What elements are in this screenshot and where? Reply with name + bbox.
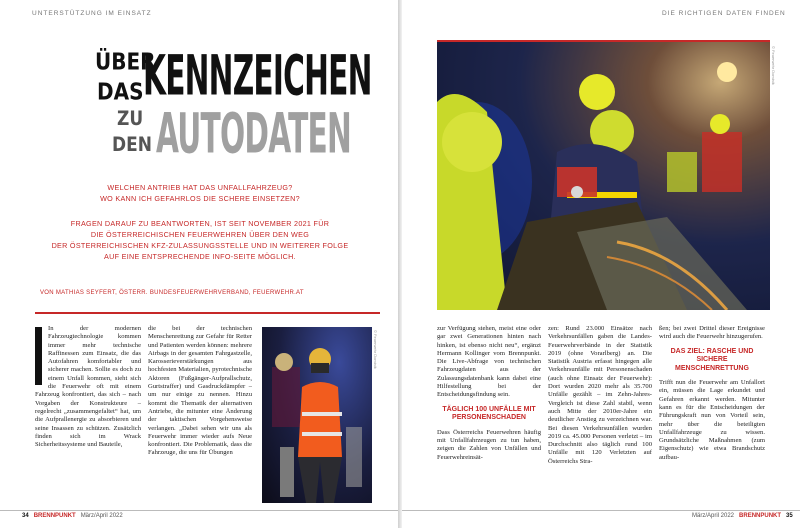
lead-question xyxy=(40,182,360,204)
photo-credit: © Feuerwehr Dominik xyxy=(373,330,378,369)
rescue-scene-illustration xyxy=(437,42,770,310)
divider-rule xyxy=(35,312,380,314)
magazine-name: BRENNPUNKT xyxy=(739,513,782,519)
footer-rule xyxy=(0,510,398,511)
body-text: zen: Rund 23.000 Einsätze nach Verkehrsunfällen gaben die Landes-Feuerwehrverbände in der Statistik 2019 (ohne Vorarlberg) an. Die Statistik Austria erfasst hingegen alle Verkehrsunfälle mit Personenschaden (auch ohne Einsatz der Feuerwehr): Dort wurden 2020 mehr als 35.700 Unfälle gezählt – im Zehn-Jahres-Vergleich ist diese Zahl stabil, wenn auch Mitte der 2010er-Jahre ein deutlicher Anstieg zu verzeichnen war. Bei diesen Verkehrsunfällen wurden 2019 ca. 45.000 Personen verletzt – im Durchschnitt also täglich rund 100 Unfälle mit 120 Verletzten auf Österreichs Stra- xyxy=(548,325,652,465)
lead-text-line: DIE ÖSTERREICHISCHEN FEUERWEHREN ÜBER DEN WEG xyxy=(90,230,310,239)
issue-date: März/April 2022 xyxy=(80,513,123,519)
lead-text-line: DER ÖSTERREICHISCHEN KFZ-ZULASSUNGSSTELLE UND IN WEITERER FOLGE xyxy=(51,241,349,250)
issue-date: März/April 2022 xyxy=(692,513,735,519)
footer xyxy=(692,513,793,519)
firefighter-photo xyxy=(262,327,372,503)
footer xyxy=(22,513,123,519)
section-label: DIE RICHTIGEN DATEN FINDEN xyxy=(662,10,786,17)
body-column-1 xyxy=(35,325,141,505)
body-text: Dass Österreichs Feuerwehren häufig mit Unfallfahrzeugen zu tun haben, zeigen die Zahlen von Unfällen und Feuerwehreinsät- xyxy=(437,428,541,461)
subheading: DAS ZIEL: RASCHE UND SICHERE MENSCHENRETTUNG xyxy=(670,347,754,372)
page-number: 34 xyxy=(22,513,29,519)
right-page xyxy=(402,0,800,528)
title-das: DAS xyxy=(97,77,144,106)
body-column-2 xyxy=(148,325,252,505)
page-number: 35 xyxy=(786,513,793,519)
left-page xyxy=(0,0,398,528)
title-kennzeichen: KENNZEICHEN xyxy=(143,43,372,108)
magazine-name: BRENNPUNKT xyxy=(33,513,76,519)
body-text: Trifft nun die Feuerwehr am Unfallort ein, müssen die Lage erkundet und Gefahren erkannt werden. Mitunter kann es für die Entscheidungen der Führungskraft nun von Vorteil sein, mehr über die beteiligten Unfallfahrzeuge zu wissen. Grundsätzliche Maßnahmen (zum Eigenschutz) wie etwa Brandschutz aufbau- xyxy=(659,379,765,461)
title-autodaten: AUTODATEN xyxy=(156,101,352,166)
title-over: ÜBER xyxy=(95,47,156,76)
drop-cap xyxy=(35,327,42,385)
body-column-2 xyxy=(548,325,652,505)
body-text: ßen; bei zwei Drittel dieser Ereignisse wird auch die Feuerwehr hinzugerufen. xyxy=(659,325,765,341)
lead-text xyxy=(40,218,360,262)
byline: VON MATHIAS SEYFERT, ÖSTERR. BUNDESFEUERWEHRVERBAND, FEUERWEHR.AT xyxy=(40,290,304,296)
subheading: TÄGLICH 100 UNFÄLLE MIT PERSONENSCHADEN xyxy=(442,405,536,422)
footer-rule xyxy=(402,510,800,511)
photo-credit: © Feuerwehr Dominik xyxy=(771,46,776,85)
lead-question-line: WELCHEN ANTRIEB HAT DAS UNFALLFAHRZEUG? xyxy=(107,183,293,192)
rescue-scene-photo xyxy=(437,42,770,310)
lead-question-line: WO KANN ICH GEFAHRLOS DIE SCHERE EINSETZEN? xyxy=(100,194,300,203)
firefighter-illustration xyxy=(262,327,372,503)
title-den: DEN xyxy=(112,133,152,157)
lead-text-line: AUF EINE ENTSPRECHENDE INFO-SEITE MÖGLICH. xyxy=(104,252,296,261)
section-label: UNTERSTÜTZUNG IM EINSATZ xyxy=(32,10,152,17)
body-text: In der modernen Fahrzeugtechnologie kommen immer mehr technische Raffinessen zum Einsatz, die das Autofahren komfortabler und sicherer machen. Sollte es doch zu einem Unfall kommen, sieht sich die Feuerwehr oft mit einem Fahrzeug konfrontiert, das sich – nach Vorgaben der Konstrukteure – regelrecht „zusammengefaltet“ hat, um die Aufprallenergie zu absorbieren und seine Insassen zu schützen. Zusätzlich finden sich im Wrack Sicherheitssysteme und Bauteile, xyxy=(35,325,141,449)
body-text: zur Verfügung stehen, meist eine oder gar zwei Generationen hinten nach hinken, ist ebenso nicht neu“, ergänzt Hermann Kollinger vom Brennpunkt. Die Live-Abfrage von technischen Fahrzeugdaten aus der Zulassungsdatenbank kann dabei eine Hilfestellung bei der Entscheidungsfindung sein. xyxy=(437,325,541,399)
lead-text-line: FRAGEN DARAUF ZU BEANTWORTEN, IST SEIT NOVEMBER 2021 FÜR xyxy=(70,219,330,228)
body-column-1 xyxy=(437,325,541,505)
title-zu: ZU xyxy=(117,107,144,131)
body-column-3 xyxy=(659,325,765,505)
body-text: die bei der technischen Menschenrettung zur Gefahr für Retter und Patienten werden können: mehrere Airbags in der gesamten Fahrgastzelle, Karosserieverstärkungen aus hochfesten Materialien, pyrotechnische Aktoren (Fußgänger-Aufprallschutz, Gurtstraffer) und Gasdruckdämpfer – um nur einige zu nennen. Hinzu kommt die Thematik der alternativen Antriebe, die mitunter eine Änderung der taktischen Vorgehensweise verlangen. „Dabei sehen wir uns als Feuerwehr immer wieder aufs Neue konfrontiert. Die Problematik, dass die Fahrzeuge, die uns für Übungen xyxy=(148,325,252,457)
